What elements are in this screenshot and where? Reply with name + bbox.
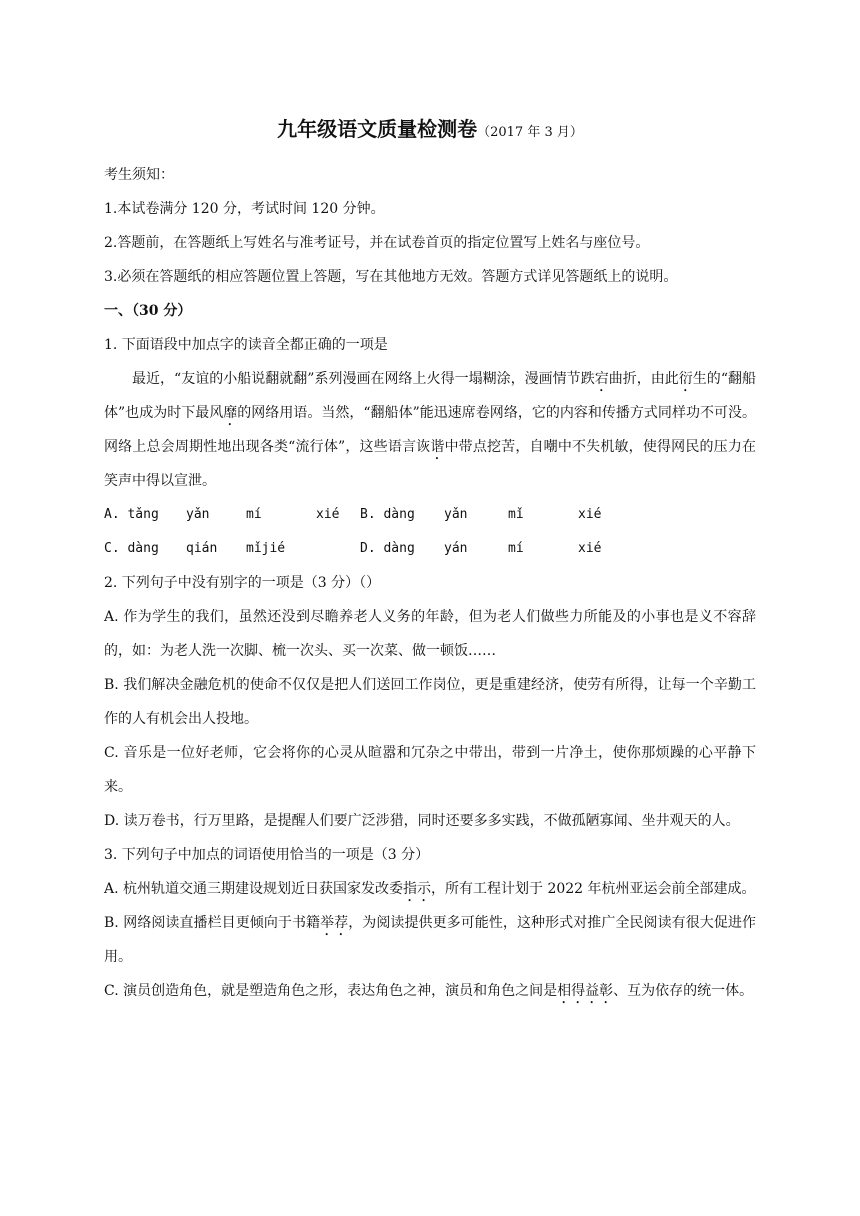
notice-item-1: 1.本试卷满分 120 分，考试时间 120 分钟。 [104,201,385,217]
pinyin: mí [508,541,524,556]
dotted-word: 指示 [403,881,432,897]
question-1-stem: 1. 下面语段中加点字的读音全都正确的一项是 [104,337,388,353]
question-2-option-b: B. 我们解决金融危机的使命不仅仅是把人们送回工作岗位，更是重建经济，使劳有所得，让每一个辛勤工作的人有机会出人投地。 [104,677,756,727]
option-c-label: C. dàng [104,541,159,556]
notice-item-3: 3.必须在答题纸的相应答题位置上答题，写在其他地方无效。答题方式详见答题纸上的说明。 [104,269,678,285]
pinyin: yǎn [444,507,468,522]
pinyin: xié [316,507,340,522]
dotted-char: 宕 [594,371,609,387]
option-b-label: B. dàng [360,507,415,522]
notice-item-2: 2.答题前，在答题纸上写姓名与准考证号，并在试卷首页的指定位置写上姓名与座位号。 [104,235,650,251]
question-3-option-a: A. 杭州轨道交通三期建设规划近日获国家发改委指示，所有工程计划于 2022 年杭州亚运会前全部建成。 [104,881,756,897]
content-column [104,112,756,1008]
question-3-option-c: C. 演员创造角色，就是塑造角色之形，表达角色之神，演员和角色之间是相得益彰、互为依存的统一体。 [104,983,754,999]
pinyin: mǐjié [246,541,286,556]
dotted-word: 举荐 [320,915,349,931]
question-2-stem: 2. 下列句子中没有别字的一项是（3 分）（） [104,575,381,591]
question-2-option-c: C. 音乐是一位好老师，它会将你的心灵从暄嚣和冗杂之中带出，带到一片净土，使你那烦躁的心平静下来。 [104,745,756,795]
option-a-label: A. tǎng [104,507,159,522]
option-row [104,498,756,532]
question-1-options [104,498,756,566]
pinyin: qián [186,541,218,556]
dotted-word: 相得益彰 [557,983,614,999]
option-d-label: D. dàng [360,541,415,556]
question-3-stem: 3. 下列句子中加点的词语使用恰当的一项是（3 分） [104,847,430,863]
pinyin: yán [444,541,468,556]
question-2-option-a: A. 作为学生的我们，虽然还没到尽瞻养老人义务的年龄，但为老人们做些力所能及的小事也是义不容辞的，如：为老人洗一次脚、梳一次头、买一次菜、做一顿饭…… [104,609,756,659]
section-heading: 一、（30 分） [104,303,192,319]
title-main: 九年级语文质量检测卷 [277,117,478,141]
dotted-char: 谐 [430,439,445,455]
title-date: （2017 年 3 月） [477,125,583,140]
pinyin: mí [246,507,262,522]
pinyin: xié [578,507,602,522]
dotted-char: 衍 [678,371,693,387]
question-2-option-d: D. 读万卷书，行万里路，是提醒人们要广泛涉猎，同时还要多多实践，不做孤陋寡闻、坐井观天的人。 [104,813,740,829]
notice-heading: 考生须知： [104,167,174,183]
question-3-option-b: B. 网络阅读直播栏目更倾向于书籍举荐，为阅读提供更多可能性，这种形式对推广全民阅读有很大促进作用。 [104,915,756,965]
pinyin: yǎn [186,507,210,522]
pinyin: xié [578,541,602,556]
pinyin [316,532,360,566]
dotted-char: 靡 [223,405,238,421]
pinyin: mǐ [508,507,524,522]
question-1-passage: 最近，“友谊的小船说翻就翻”系列漫画在网络上火得一塌糊涂，漫画情节跌宕曲折，由此衍生的“翻船体”也成为时下最风靡的网络用语。当然，“翻船体”能迅速席卷网络，它的内容和传播方式同样功不可没。网络上总会周期性地出现各类“流行体”，这些语言诙谐中带点挖苦，自嘲中不失机敏，使得网民的压力在笑声中得以宣泄。 [104,371,757,489]
page-title [104,112,756,150]
option-row [104,532,756,566]
